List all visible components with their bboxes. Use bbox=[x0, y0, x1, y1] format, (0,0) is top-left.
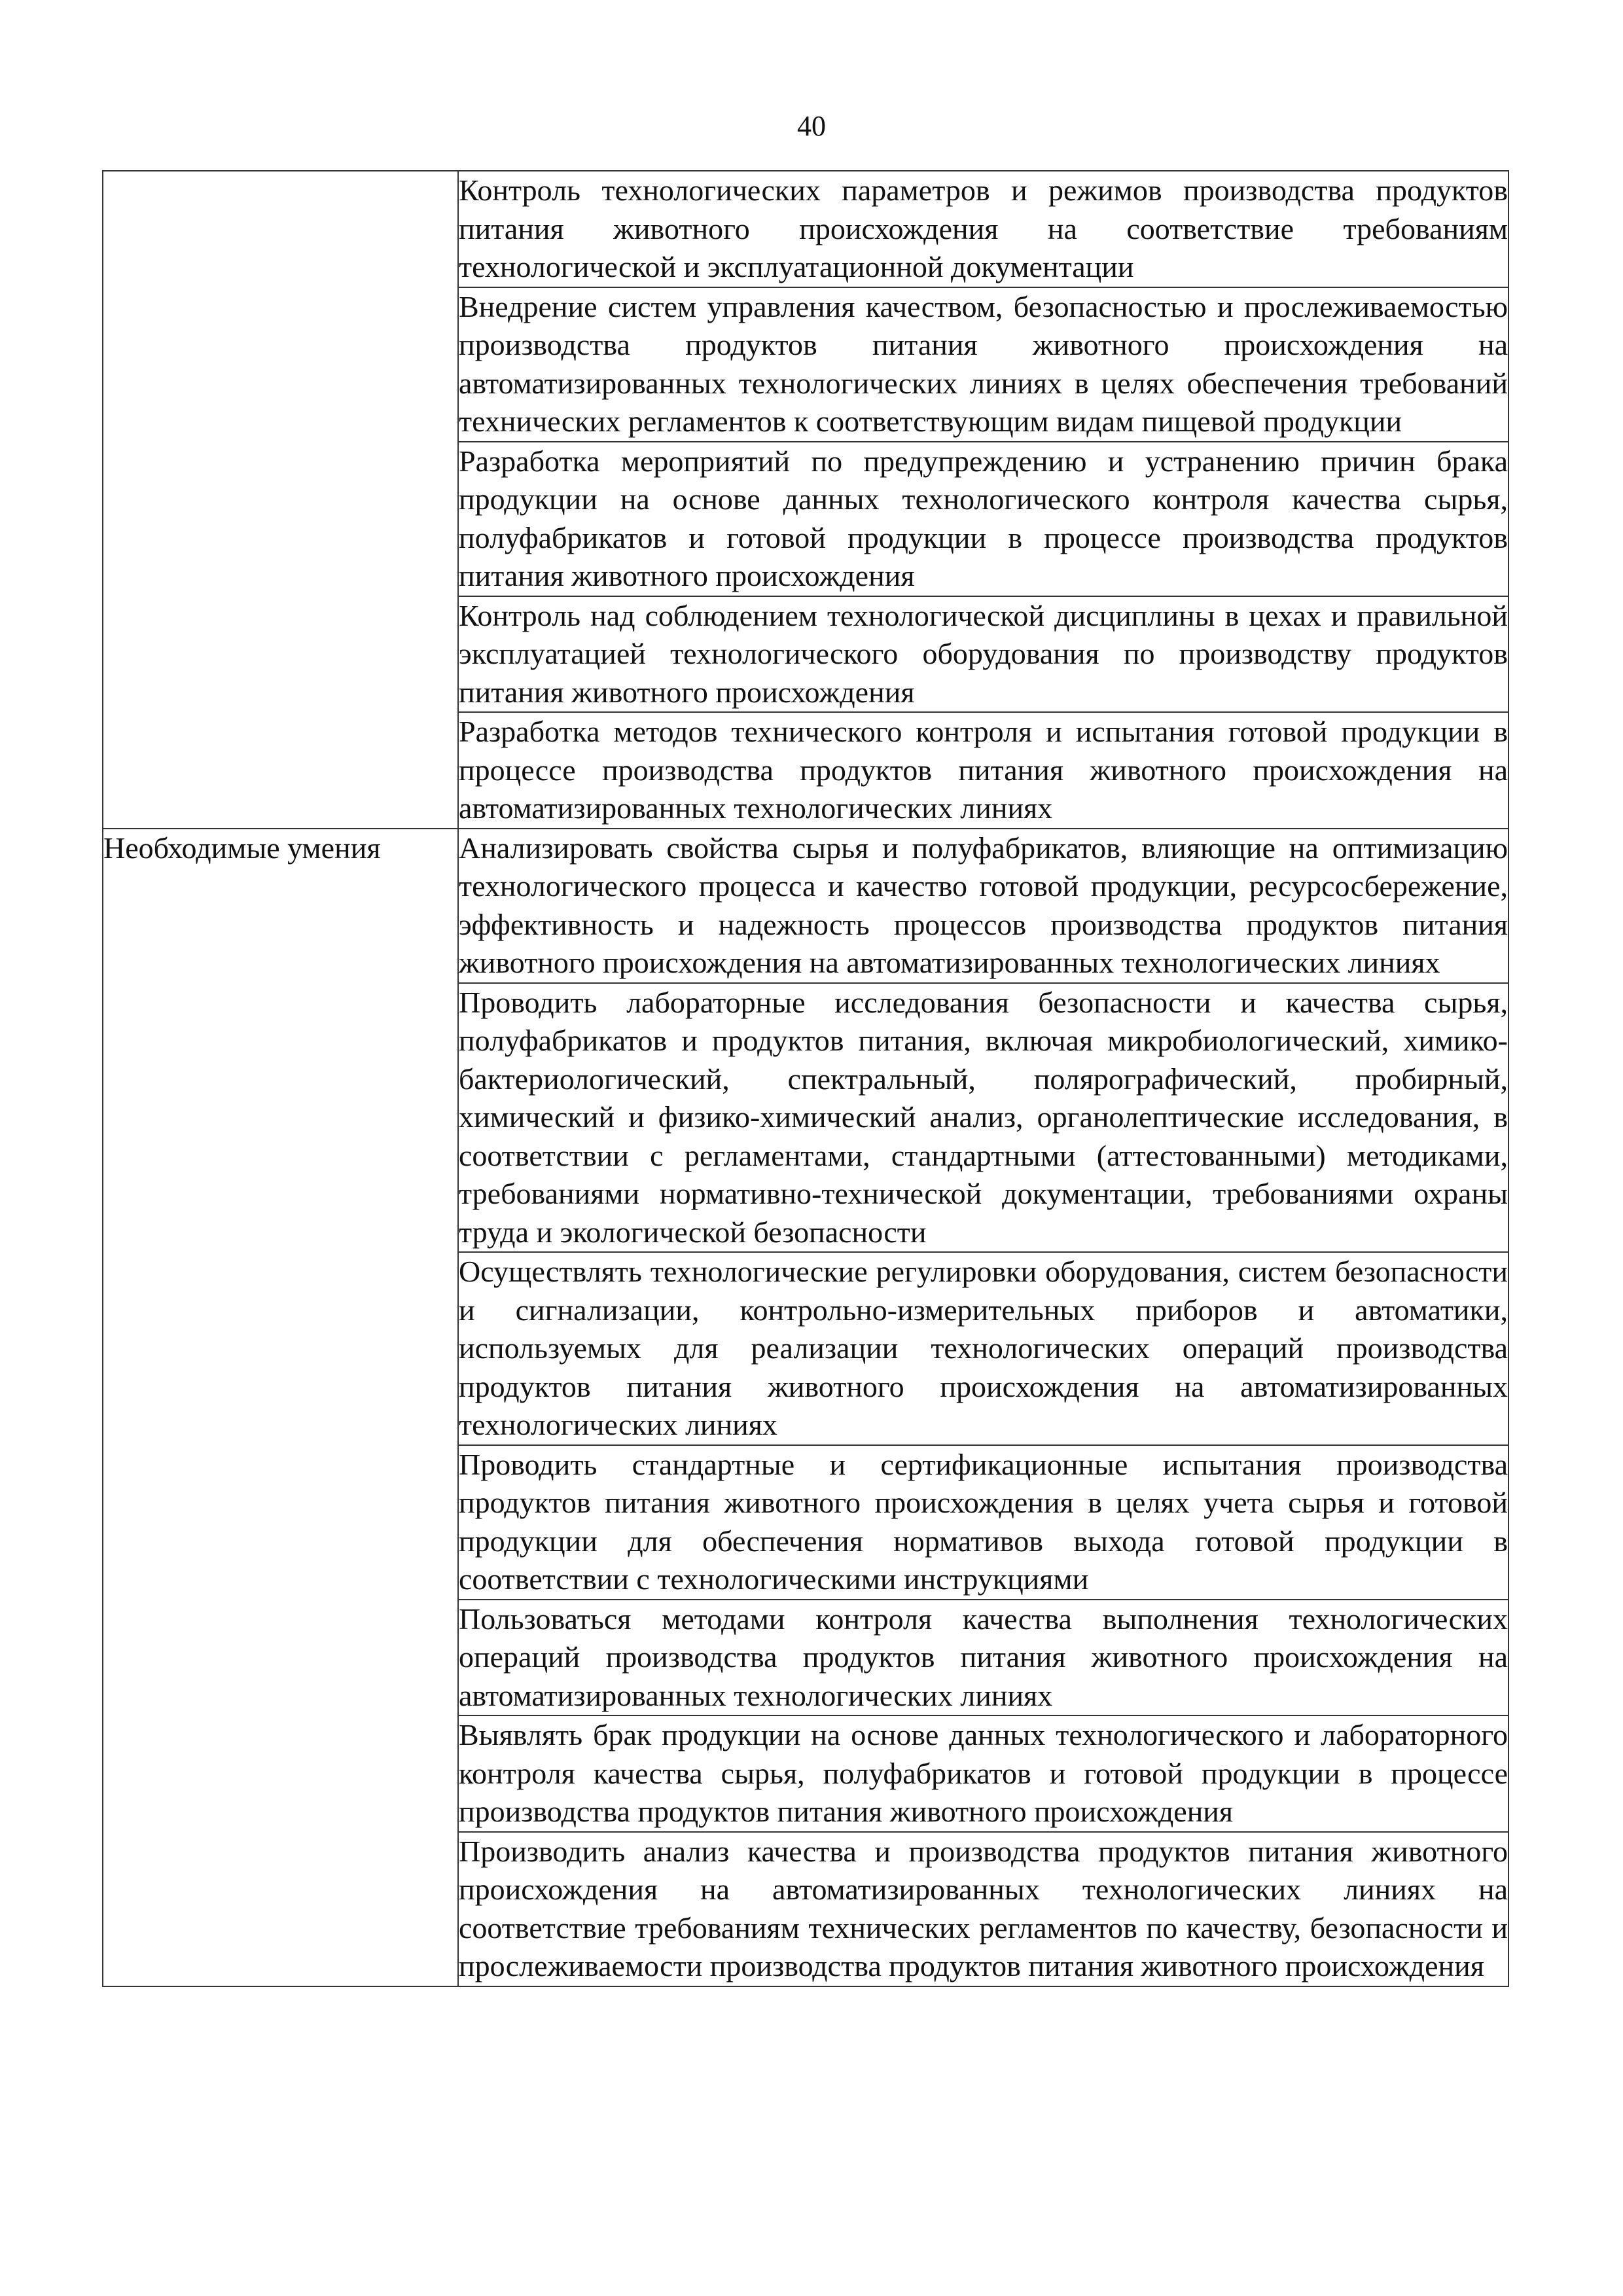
row-text-cell: Производить анализ качества и производства продуктов питания животного происхождения на автоматизированных технологических линиях на соответствие требованиям технических регламентов по качеству, безопасности и прослеживаемости производства продуктов питания животного происхождения bbox=[458, 1832, 1508, 1986]
row-text-cell: Разработка мероприятий по предупреждению и устранению причин брака продукции на основе данных технологического контроля качества сырья, полуфабрикатов и готовой продукции в процессе производства продуктов питания животного происхождения bbox=[458, 442, 1508, 596]
row-text-cell: Анализировать свойства сырья и полуфабрикатов, влияющие на оптимизацию технологического процесса и качество готовой продукции, ресурсосбережение, эффективность и надежность процессов производства продуктов питания животного происхождения на автоматизированных технологических линиях bbox=[458, 829, 1508, 983]
row-text-cell: Выявлять брак продукции на основе данных технологического и лабораторного контроля качества сырья, полуфабрикатов и готовой продукции в процессе производства продуктов питания животного происхождения bbox=[458, 1715, 1508, 1832]
row-text-cell: Пользоваться методами контроля качества выполнения технологических операций производства продуктов питания животного происхождения на автоматизированных технологических линиях bbox=[458, 1600, 1508, 1716]
row-label-cell bbox=[103, 171, 458, 829]
table-row bbox=[103, 829, 1508, 983]
row-text-cell: Внедрение систем управления качеством, безопасностью и прослеживаемостью производства продуктов питания животного происхождения на автоматизированных технологических линиях в целях обеспечения требований технических регламентов к соответствующим видам пищевой продукции bbox=[458, 287, 1508, 442]
row-text-cell: Контроль над соблюдением технологической дисциплины в цехах и правильной эксплуатацией технологического оборудования по производству продуктов питания животного происхождения bbox=[458, 596, 1508, 713]
table-row bbox=[103, 171, 1508, 287]
row-text-cell: Проводить стандартные и сертификационные испытания производства продуктов питания животного происхождения в целях учета сырья и готовой продукции для обеспечения нормативов выхода готовой продукции в соответствии с технологическими инструкциями bbox=[458, 1445, 1508, 1600]
page-number: 40 bbox=[797, 110, 826, 142]
section-label-skills: Необходимые умения bbox=[103, 829, 458, 1986]
row-text-cell: Осуществлять технологические регулировки оборудования, систем безопасности и сигнализации, контрольно-измерительных приборов и автоматики, используемых для реализации технологических операций производства продуктов питания животного происхождения на автоматизированных технологических линиях bbox=[458, 1252, 1508, 1445]
row-text-cell: Проводить лабораторные исследования безопасности и качества сырья, полуфабрикатов и продуктов питания, включая микробиологический, химико-бактериологический, спектральный, полярографический, пробирный, химический и физико-химический анализ, органолептические исследования, в соответствии с регламентами, стандартными (аттестованными) методиками, требованиями нормативно-технической документации, требованиями охраны труда и экологической безопасности bbox=[458, 983, 1508, 1253]
row-text-cell: Контроль технологических параметров и режимов производства продуктов питания животного происхождения на соответствие требованиям технологической и эксплуатационной документации bbox=[458, 171, 1508, 287]
row-text-cell: Разработка методов технического контроля и испытания готовой продукции в процессе производства продуктов питания животного происхождения на автоматизированных технологических линиях bbox=[458, 712, 1508, 829]
competency-table bbox=[102, 170, 1509, 1987]
